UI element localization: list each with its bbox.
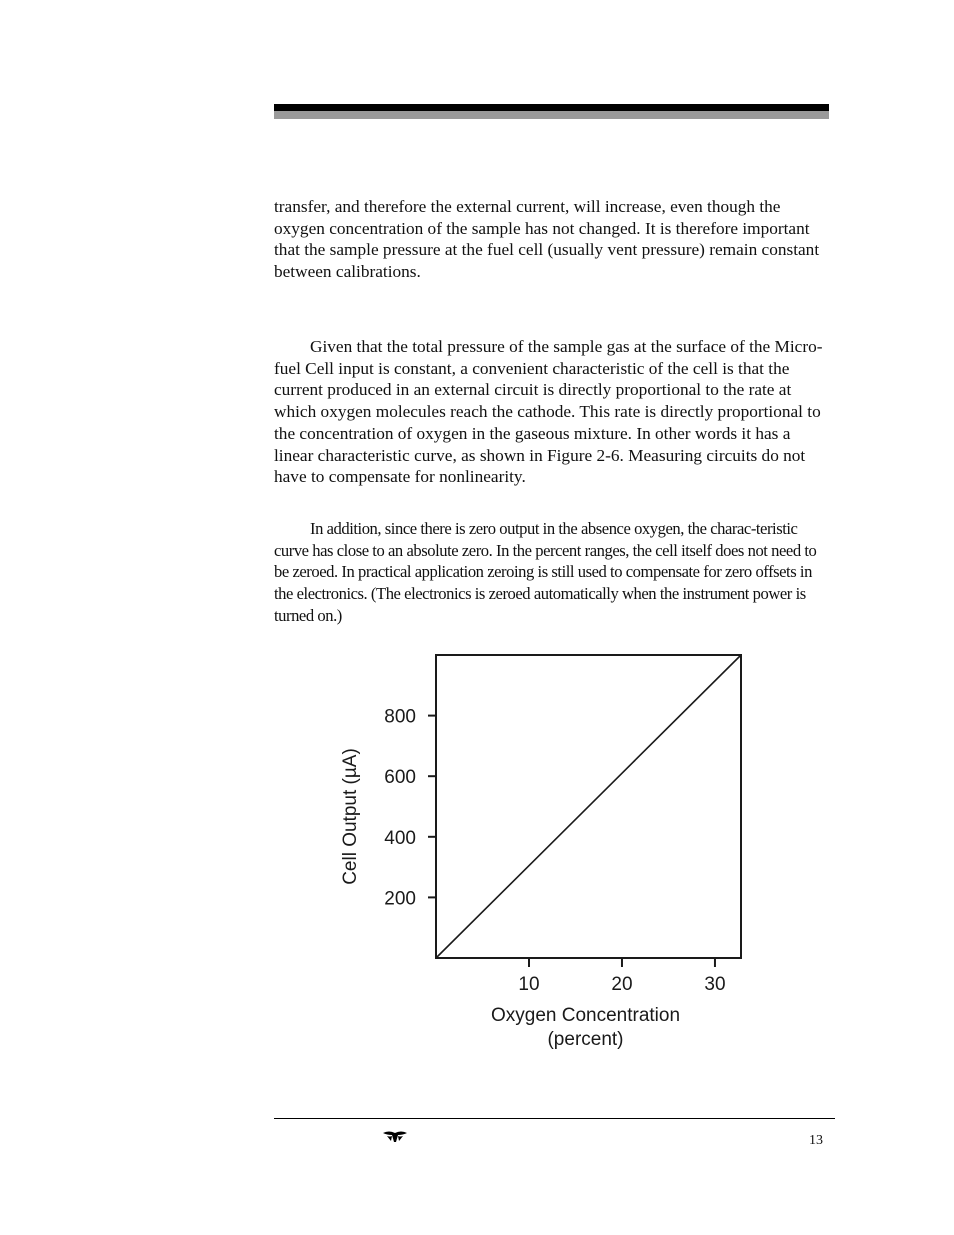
body-paragraph: Given that the total pressure of the sample gas at the surface of the Micro-fuel Cell input is constant, a convenient characteristic of the cell is that the current produced in an external circuit is directly proportional to the rate at which oxygen molecules reach the cathode. This rate is directly proportional to the concentration of oxygen in the gaseous mixture. In other words it has a linear characteristic curve, as shown in Figure 2-6. Measuring circuits do not have to compensate for nonlinearity. bbox=[274, 337, 823, 487]
x-axis-label-unit: (percent) bbox=[547, 1029, 624, 1050]
page-number: 13 bbox=[809, 1133, 823, 1148]
y-axis-label: Cell Output (µA) bbox=[340, 748, 361, 885]
figure-2-6-chart bbox=[320, 640, 770, 1060]
x-tick-label: 20 bbox=[611, 974, 633, 995]
header-rule-shadow bbox=[274, 111, 829, 119]
x-tick-label: 30 bbox=[704, 974, 726, 995]
x-tick-label: 10 bbox=[518, 974, 540, 995]
y-tick-label: 400 bbox=[384, 827, 416, 849]
y-tick-label: 600 bbox=[384, 767, 416, 789]
series-line bbox=[436, 655, 741, 958]
header-rule bbox=[274, 104, 829, 111]
footer-rule bbox=[274, 1118, 835, 1119]
body-paragraph: In addition, since there is zero output in the absence oxygen, the charac-teristic curve has close to an absolute zero. In the percent ranges, the cell itself does not need to be zeroed. In practical application zeroing is still used to compensate for zero offsets in the electronics. (The electronics is zeroed automatically when the instrument power is turned on.) bbox=[274, 519, 817, 625]
y-tick-label: 800 bbox=[384, 706, 416, 728]
chart-canvas bbox=[320, 640, 770, 1060]
body-paragraph: transfer, and therefore the external current, will increase, even though the oxygen concentration of the sample has not changed. It is therefore important that the sample pressure at the fuel cell (usually vent pressure) remain constant between calibrations. bbox=[274, 197, 820, 282]
y-tick-label: 200 bbox=[384, 888, 416, 910]
teledyne-logo-icon bbox=[382, 1130, 408, 1144]
x-axis-label: Oxygen Concentration bbox=[490, 1005, 681, 1026]
